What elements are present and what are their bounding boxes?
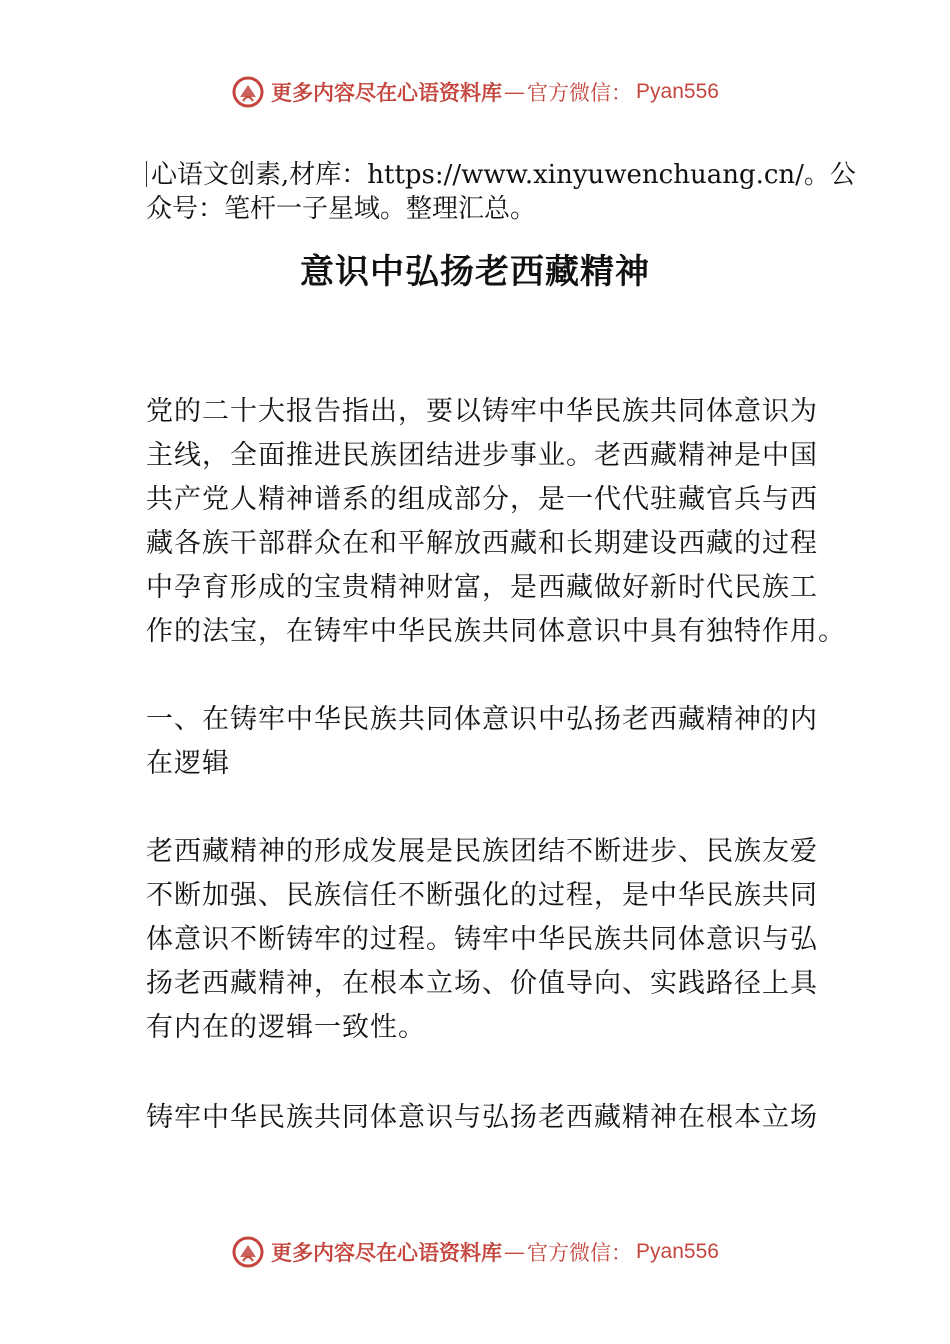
paragraph-line: 藏各族干部群众在和平解放西藏和长期建设西藏的过程	[146, 528, 818, 559]
paragraph-line: 扬老西藏精神，在根本立场、价值导向、实践路径上具	[146, 968, 818, 999]
paragraph-intro	[146, 390, 846, 654]
banner-text: 更多内容尽在心语资料库	[271, 80, 503, 105]
paragraph-line: 作的法宝，在铸牢中华民族共同体意识中具有独特作用。	[146, 616, 846, 647]
paragraph-line: 共产党人精神谱系的组成部分，是一代代驻藏官兵与西	[146, 484, 818, 515]
paragraph-stance	[146, 1096, 836, 1140]
section-heading-1	[146, 698, 836, 786]
paragraph-line: 体意识不断铸牢的过程。铸牢中华民族共同体意识与弘	[146, 924, 818, 955]
paragraph-line: 不断加强、民族信任不断强化的过程，是中华民族共同	[146, 880, 818, 911]
cursor-bar	[146, 161, 147, 187]
paragraph-line: 老西藏精神的形成发展是民族团结不断进步、民族友爱	[146, 836, 818, 867]
banner-dash: —	[504, 80, 526, 104]
paragraph-line: 党的二十大报告指出，要以铸牢中华民族共同体意识为	[146, 396, 818, 427]
banner-wechat-label: 官方微信：	[527, 81, 633, 105]
banner-text: 更多内容尽在心语资料库	[271, 1240, 503, 1265]
source-line-1: 心语文创素,材库：https://www.xinyuwenchuang.cn/。公	[151, 160, 856, 190]
brand-logo-icon	[231, 75, 265, 109]
source-line-2: 众号：笔杆一子星域。整理汇总。	[146, 194, 537, 224]
paragraph-line: 有内在的逻辑一致性。	[146, 1012, 426, 1043]
paragraph-logic	[146, 830, 836, 1050]
banner-wechat-id: Pyan556	[636, 80, 719, 103]
paragraph-line: 铸牢中华民族共同体意识与弘扬老西藏精神在根本立场	[146, 1102, 818, 1133]
header-banner	[0, 72, 950, 112]
page-title: 意识中弘扬老西藏精神	[300, 252, 650, 292]
brand-logo-icon	[231, 1235, 265, 1269]
banner-dash: —	[504, 1240, 526, 1264]
footer-banner	[0, 1232, 950, 1272]
source-note	[146, 158, 858, 226]
banner-wechat-id: Pyan556	[636, 1240, 719, 1263]
heading-line: 一、在铸牢中华民族共同体意识中弘扬老西藏精神的内	[146, 704, 818, 735]
paragraph-line: 主线，全面推进民族团结进步事业。老西藏精神是中国	[146, 440, 818, 471]
heading-line: 在逻辑	[146, 748, 230, 779]
paragraph-line: 中孕育形成的宝贵精神财富，是西藏做好新时代民族工	[146, 572, 818, 603]
banner-wechat-label: 官方微信：	[527, 1241, 633, 1265]
